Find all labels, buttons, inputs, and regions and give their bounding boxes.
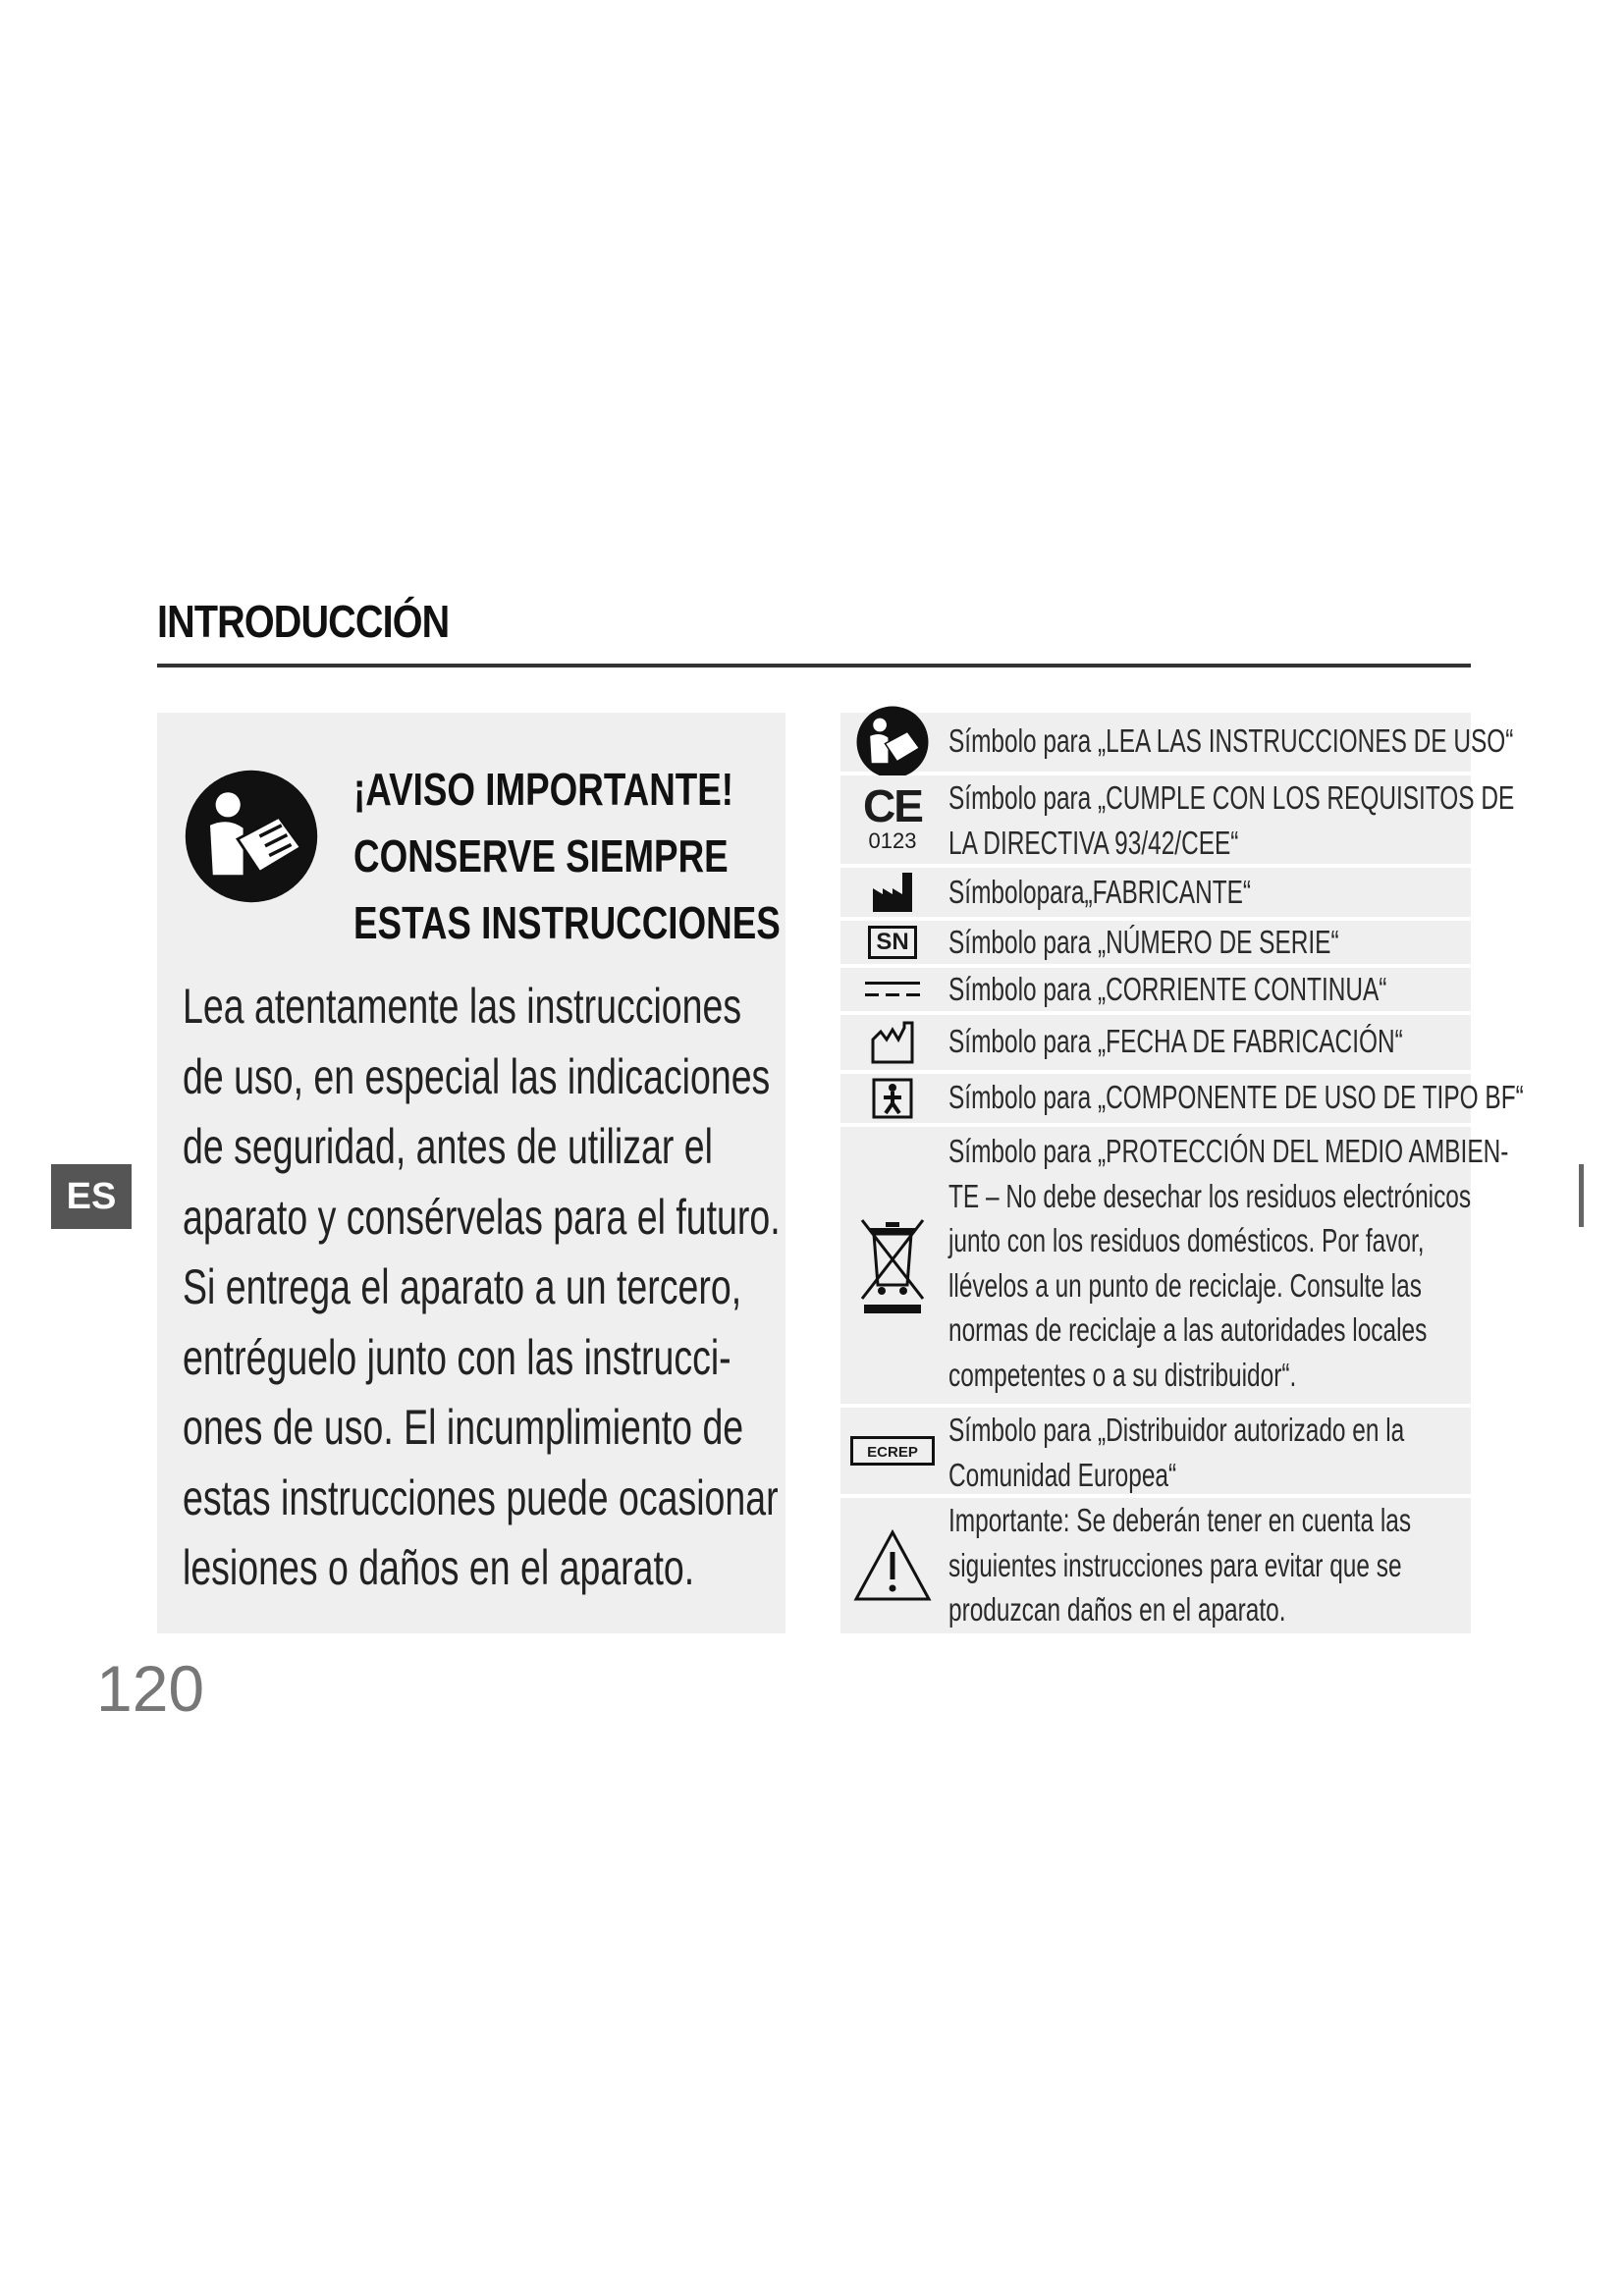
symbol-description [948,719,1514,764]
notice-heading-line: ¡AVISO IMPORTANTE! [353,764,734,815]
symbol-description-line: siguientes instrucciones para evitar que se [948,1546,1402,1583]
read-manual-icon [183,768,320,905]
symbol-description-line: LA DIRECTIVA 93/42/CEE“ [948,824,1239,861]
symbol-description-line: Símbolo para „LEA LAS INSTRUCCIONES DE USO“ [948,722,1514,759]
important-notice-box [157,713,785,1633]
symbol-description-line: Símbolopara„FABRICANTE“ [948,874,1252,910]
symbol-description [948,1129,1509,1397]
symbol-row [840,1127,1509,1404]
section-title: INTRODUCCIÓN [157,596,450,647]
symbol-row [840,868,1471,917]
page-edge-marker [1579,1164,1584,1227]
symbol-description [948,967,1464,1012]
notice-body-line: lesiones o daños en el aparato. [183,1540,695,1595]
serial-number-mark: SN [868,926,916,959]
notified-body-code: 0123 [868,828,917,853]
symbol-description [948,920,1464,965]
notice-body [183,972,781,1604]
notice-body-line: aparato y consérvelas para el futuro. [183,1189,781,1245]
ce-mark-icon [840,775,945,864]
symbol-description-line: competentes o a su distribuidor“. [948,1356,1297,1393]
ec-rep-mark: ECREP [850,1436,935,1466]
notice-body-line: estas instrucciones puede ocasionar [183,1469,779,1525]
ec-rep-icon [840,1408,945,1494]
symbol-row [840,1498,1471,1633]
symbol-description-line: produzcan daños en el aparato. [948,1591,1286,1628]
symbol-description-line: Importante: Se deberán tener en cuenta las [948,1502,1412,1538]
symbol-description-line: llévelos a un punto de reciclaje. Consulte las [948,1266,1422,1304]
notice-heading [353,756,781,956]
notice-body-line: ones de uso. El incumplimiento de [183,1400,744,1455]
page-number: 120 [96,1652,205,1725]
symbol-description-line: junto con los residuos domésticos. Por favor, [948,1222,1425,1258]
warning-triangle-icon [840,1498,945,1633]
notice-body-line: de uso, en especial las indicaciones [183,1048,771,1104]
manufacture-date-icon [840,1015,945,1070]
symbol-description-line: Símbolo para „FECHA DE FABRICACIÓN“ [948,1023,1403,1059]
symbol-row [840,1015,1471,1070]
title-divider [157,664,1471,667]
symbol-row [840,1074,1524,1123]
symbol-description-line: Símbolo para „CORRIENTE CONTINUA“ [948,971,1387,1007]
symbol-row [840,968,1471,1011]
symbol-description [948,1019,1464,1064]
symbol-description [948,1498,1464,1632]
symbol-description-line: Comunidad Europea“ [948,1456,1177,1493]
symbol-description-line: Símbolo para „COMPONENTE DE USO DE TIPO BF“ [948,1079,1524,1115]
symbol-description-line: Símbolo para „NÚMERO DE SERIE“ [948,924,1339,960]
notice-body-line: de seguridad, antes de utilizar el [183,1119,713,1174]
ce-mark-text: CE [863,780,922,831]
weee-bin-icon [840,1127,945,1404]
symbol-description [948,775,1515,865]
manufacturer-icon [840,868,945,917]
symbol-row [840,921,1471,964]
symbol-description [948,1075,1524,1120]
notice-heading-line: ESTAS INSTRUCCIONES [353,897,781,948]
symbol-row [840,713,1514,772]
direct-current-icon [840,968,945,1011]
symbol-description-line: normas de reciclaje a las autoridades locales [948,1311,1428,1348]
notice-body-line: Lea atentamente las instrucciones [183,979,742,1034]
notice-body-line: Si entrega el aparato a un tercero, [183,1259,742,1314]
symbol-description [948,1408,1464,1497]
symbol-description [948,870,1464,915]
serial-number-icon [840,921,945,964]
notice-heading-line: CONSERVE SIEMPRE [353,830,729,881]
symbol-description-line: Símbolo para „PROTECCIÓN DEL MEDIO AMBIEN- [948,1133,1509,1169]
bf-type-icon [840,1074,945,1123]
notice-body-line: entréguelo junto con las instrucci- [183,1329,731,1385]
language-tab: ES [51,1164,132,1229]
symbol-description-line: Símbolo para „Distribuidor autorizado en la [948,1412,1405,1448]
symbol-description-line: Símbolo para „CUMPLE CON LOS REQUISITOS DE [948,779,1515,816]
symbol-description-line: TE – No debe desechar los residuos electrónicos [948,1177,1472,1214]
symbol-row [840,775,1515,864]
symbol-row [840,1408,1471,1494]
read-manual-icon [840,713,945,772]
